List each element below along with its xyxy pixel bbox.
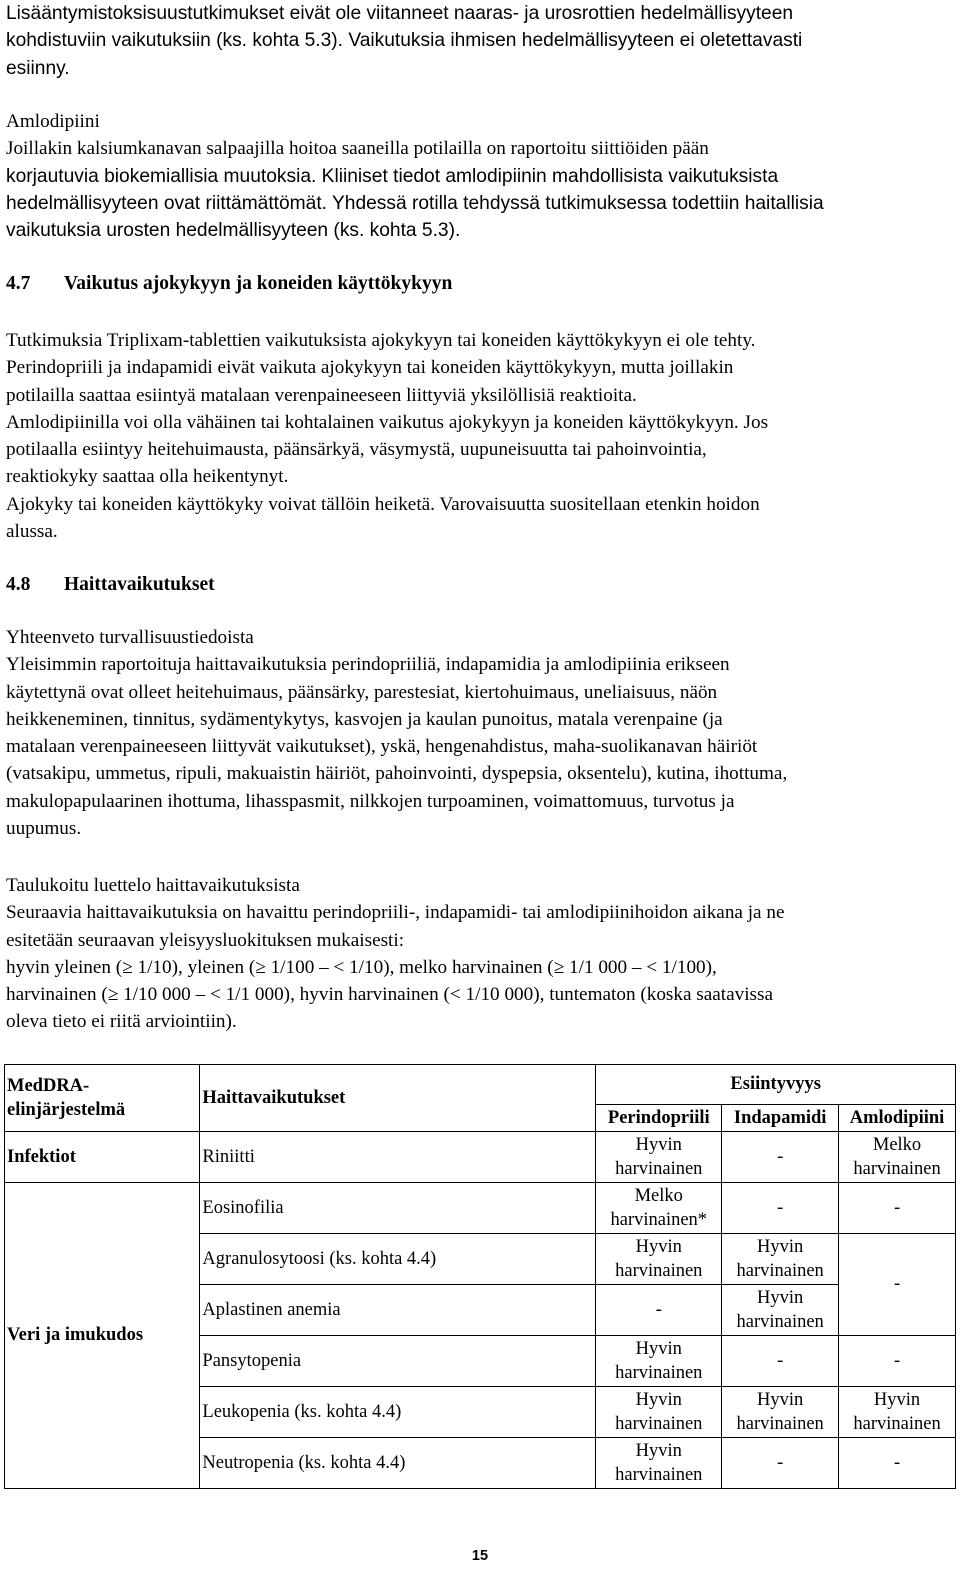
perindopril-cell: Melko harvinainen* <box>596 1183 722 1234</box>
amlodipine-cell: Hyvin harvinainen <box>839 1387 956 1438</box>
paragraph-line: Seuraavia haittavaikutuksia on havaittu perindopriili-, indapamidi- tai amlodipiinihoidon aikana ja ne <box>6 902 785 924</box>
perindopril-cell: Hyvin harvinainen <box>596 1132 722 1183</box>
summary-subheading: Yhteenveto turvallisuustiedoista <box>6 627 254 648</box>
header-adverse-reactions: Haittavaikutukset <box>200 1065 596 1132</box>
paragraph-line: potilaalla esiintyy heitehuimausta, päänsärkyä, väsymystä, uupuneisuutta tai pahoinvointia, <box>6 439 707 461</box>
paragraph-line: kohdistuviin vaikutuksiin (ks. kohta 5.3). Vaikutuksia ihmisen hedelmällisyyteen ei oletettavasti <box>6 30 803 52</box>
tabulated-subheading: Taulukoitu luettelo haittavaikutuksista <box>6 875 300 896</box>
indapamide-cell: Hyvin harvinainen <box>722 1234 839 1285</box>
paragraph-line: harvinainen (≥ 1/10 000 – < 1/1 000), hyvin harvinainen (< 1/10 000), tuntematon (koska saatavissa <box>6 984 774 1006</box>
paragraph-line: hedelmällisyyteen ovat riittämättömät. Yhdessä rotilla tehdyssä tutkimuksessa todettiin haitallisia <box>6 192 824 214</box>
table-row <box>5 1132 956 1183</box>
amlodipine-cell: - <box>839 1183 956 1234</box>
ae-cell: Riniitti <box>200 1132 596 1183</box>
perindopril-cell: Hyvin harvinainen <box>596 1438 722 1489</box>
section-title: Vaikutus ajokykyyn ja koneiden käyttökykyyn <box>64 273 453 294</box>
paragraph-line: Yleisimmin raportoituja haittavaikutuksia perindopriiliä, indapamidia ja amlodipiinia erikseen <box>6 654 730 676</box>
paragraph-line: alussa. <box>6 521 58 543</box>
ae-cell: Aplastinen anemia <box>200 1285 596 1336</box>
section-4-7-heading <box>0 270 458 297</box>
paragraph-line: Perindopriili ja indapamidi eivät vaikuta ajokykyyn tai koneiden käyttökykyyn, mutta joillakin <box>6 357 734 379</box>
header-soc: MedDRA-elinjärjestelmä <box>5 1065 200 1132</box>
section-number: 4.7 <box>6 273 31 294</box>
paragraph-line: oleva tieto ei riitä arviointiin). <box>6 1011 237 1033</box>
perindopril-cell: Hyvin harvinainen <box>596 1387 722 1438</box>
section-number: 4.8 <box>6 574 31 595</box>
ae-cell: Agranulosytoosi (ks. kohta 4.4) <box>200 1234 596 1285</box>
amlodipine-cell: - <box>839 1438 956 1489</box>
paragraph-line: esitetään seuraavan yleisyysluokituksen mukaisesti: <box>6 929 405 951</box>
ae-cell: Neutropenia (ks. kohta 4.4) <box>200 1438 596 1489</box>
section-title: Haittavaikutukset <box>64 574 215 595</box>
amlodipine-cell: - <box>839 1234 956 1336</box>
perindopril-cell: - <box>596 1285 722 1336</box>
tabulated-list-intro <box>0 872 960 1036</box>
paragraph-line: uupumus. <box>6 818 82 840</box>
safety-summary <box>0 624 960 842</box>
paragraph-line: esiinny. <box>6 57 70 79</box>
indapamide-cell: - <box>722 1336 839 1387</box>
perindopril-cell: Hyvin harvinainen <box>596 1336 722 1387</box>
amlodipine-subheading: Amlodipiini <box>6 111 100 132</box>
paragraph-line: Amlodipiinilla voi olla vähäinen tai kohtalainen vaikutus ajokykyyn ja koneiden käyttökykyyn. Jos <box>6 411 769 433</box>
paragraph-line: Joillakin kalsiumkanavan salpaajilla hoitoa saaneilla potilailla on raportoitu siittiöiden pään <box>6 138 709 160</box>
indapamide-cell: - <box>722 1438 839 1489</box>
paragraph-line: hyvin yleinen (≥ 1/10), yleinen (≥ 1/100 – < 1/10), melko harvinainen (≥ 1/1 000 – < 1/100), <box>6 956 717 978</box>
indapamide-cell: - <box>722 1132 839 1183</box>
fertility-paragraph <box>0 0 960 82</box>
paragraph-line: reaktiokyky saattaa olla heikentynyt. <box>6 466 289 488</box>
ae-cell: Eosinofilia <box>200 1183 596 1234</box>
soc-cell: Veri ja imukudos <box>5 1183 200 1489</box>
header-amlodipine: Amlodipiini <box>839 1105 956 1132</box>
paragraph-line: käytettynä ovat olleet heitehuimaus, päänsärky, parestesiat, kiertohuimaus, uneliaisuus, näön <box>6 681 718 703</box>
paragraph-line: heikkeneminen, tinnitus, sydämentykytys, kasvojen ja kaulan punoitus, matala verenpaine (ja <box>6 708 723 730</box>
indapamide-cell: Hyvin harvinainen <box>722 1387 839 1438</box>
table-row <box>5 1183 956 1234</box>
paragraph-line: matalaan verenpaineeseen liittyvät vaikutukset), yskä, hengenahdistus, maha-suolikanavan häiriöt <box>6 736 758 758</box>
header-indapamide: Indapamidi <box>722 1105 839 1132</box>
paragraph-line: potilailla saattaa esiintyä matalaan verenpaineeseen liittyviä yksilöllisiä reaktioita. <box>6 384 637 406</box>
indapamide-cell: - <box>722 1183 839 1234</box>
table-header-row <box>5 1065 956 1105</box>
soc-cell: Infektiot <box>5 1132 200 1183</box>
paragraph-line: (vatsakipu, ummetus, ripuli, makuaistin häiriöt, pahoinvointi, dyspepsia, oksentelu), kutina, ihottuma, <box>6 763 788 785</box>
paragraph-line: korjautuvia biokemiallisia muutoksia. Kliiniset tiedot amlodipiinin mahdollisista vaikutuksista <box>6 165 779 187</box>
indapamide-cell: Hyvin harvinainen <box>722 1285 839 1336</box>
header-frequency: Esiintyvyys <box>596 1065 956 1105</box>
paragraph-line: Ajokyky tai koneiden käyttökyky voivat tällöin heiketä. Varovaisuutta suositellaan etenkin hoidon <box>6 493 760 515</box>
amlodipine-fertility-section <box>0 108 960 244</box>
paragraph-line: makulopapulaarinen ihottuma, lihasspasmit, nilkkojen turpoaminen, voimattomuus, turvotus ja <box>6 790 735 812</box>
adverse-reactions-table <box>4 1064 956 1489</box>
paragraph-line: Tutkimuksia Triplixam-tablettien vaikutuksista ajokykyyn tai koneiden käyttökykyyn ei ole tehty. <box>6 330 756 351</box>
header-perindopril: Perindopriili <box>596 1105 722 1132</box>
perindopril-cell: Hyvin harvinainen <box>596 1234 722 1285</box>
ae-cell: Leukopenia (ks. kohta 4.4) <box>200 1387 596 1438</box>
amlodipine-cell: Melko harvinainen <box>839 1132 956 1183</box>
amlodipine-cell: - <box>839 1336 956 1387</box>
paragraph-line: Lisääntymistoksisuustutkimukset eivät ole viitanneet naaras- ja urosrottien hedelmällisyyteen <box>6 3 794 24</box>
page-number: 15 <box>471 1548 489 1564</box>
paragraph-line: vaikutuksia urosten hedelmällisyyteen (ks. kohta 5.3). <box>6 220 461 242</box>
section-4-8-heading <box>0 571 221 598</box>
ae-cell: Pansytopenia <box>200 1336 596 1387</box>
section-4-7-body <box>0 327 960 545</box>
